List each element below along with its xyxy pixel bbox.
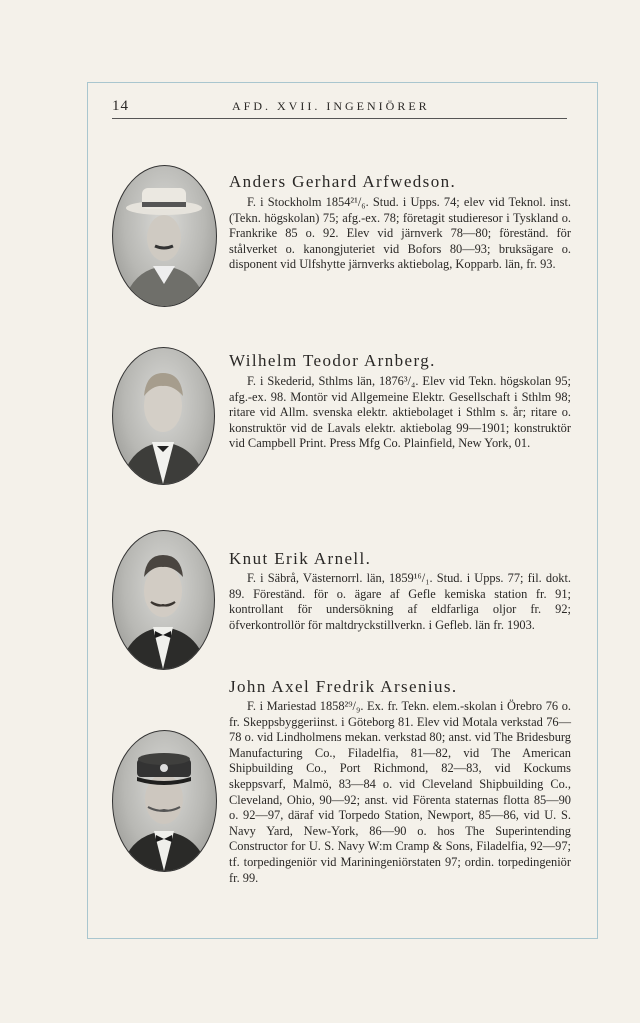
person-name: Anders Gerhard Arfwedson.: [229, 172, 457, 191]
person-name: Wilhelm Teodor Arnberg.: [229, 351, 436, 370]
section-title: AFD. XVII. INGENIÖRER: [232, 99, 430, 113]
person-biography: F. i Mariestad 1858²⁹/₉. Ex. fr. Tekn. elem.-skolan i Örebro 76 o. fr. Skeppsbyggeriinst. i Göteborg 81. Elev vid Motala verkstad 76—78 o. vid Lindholmens mekan. verkstad 80; anst. vid The Bridesburg Manufacturing Co., Filadelfia, 81—82, vid The American Shipbuilding Co., Port Richmond, 82—83, vid Kockums skeppsvarf, Malmö, 83—84 o. vid Cleveland Shipbuilding Co., Cleveland, Ohio, 90—92; anst. vid Förenta staternas flotta 85—90 o. 92—97, däraf vid Torpedo Station, Newport, 85—86, vid U. S. Navy Yard, New-York, 86—90 o. hos The Superintending Constructor for U. S. Navy W:m Cramp & Sons, Filadelfia, 92—97; tf. torpedingeniör vid Mariningeniörstaten 97; ordin. torpedingeniör fr. 99.: [229, 699, 571, 885]
biography-entry: [112, 530, 572, 670]
person-name: Knut Erik Arnell.: [229, 549, 372, 568]
portrait-photo: [112, 347, 215, 485]
person-biography: F. i Stockholm 1854²¹/₆. Stud. i Upps. 74; elev vid Teknol. inst. (Tekn. högskolan) 75; afg.-ex. 78; företagit studieresor i Tyskland o. Frankrike 85 o. 92. Elev vid järnverk 78—80; föreständ. för stålverket o. kanongjuteriet vid Bofors 80—93; bruksägare o. disponent vid Ulfshytte järnverks aktiebolag, Kopparb. län, fr. 93.: [229, 195, 571, 272]
biography-entry: [112, 677, 572, 927]
portrait-photo: [112, 730, 217, 872]
portrait-photo: [112, 165, 217, 307]
portrait-photo: [112, 530, 215, 670]
running-header: [112, 98, 567, 119]
person-biography: F. i Säbrå, Västernorrl. län, 1859¹⁶/₁. Stud. i Upps. 77; fil. dokt. 89. Föreständ. för o. ägare af Gefle kemiska station fr. 91; kontrollant för undersökning af eldfarliga oljor fr. 92; öfverkontrollör för maltdryckstillverkn. i Gefleb. län fr. 1903.: [229, 571, 571, 632]
page-number: 14: [112, 98, 129, 114]
person-name: John Axel Fredrik Arsenius.: [229, 677, 458, 696]
person-biography: F. i Skederid, Sthlms län, 1876³/₄. Elev vid Tekn. högskolan 95; afg.-ex. 98. Montör vid Allgemeine Elektr. Gesellschaft i Sthlm 98; ritare vid Allm. svenska elektr. aktiebolaget i Sthlm s. år; ritare o. konstruktör vid de Lavals elektr. aktiebolag 99—1901; konstruktör vid Campbell Print. Press Mfg Co. Plainfield, New York, 01.: [229, 374, 571, 451]
biography-entry: [112, 165, 572, 335]
biography-entry: [112, 345, 572, 495]
